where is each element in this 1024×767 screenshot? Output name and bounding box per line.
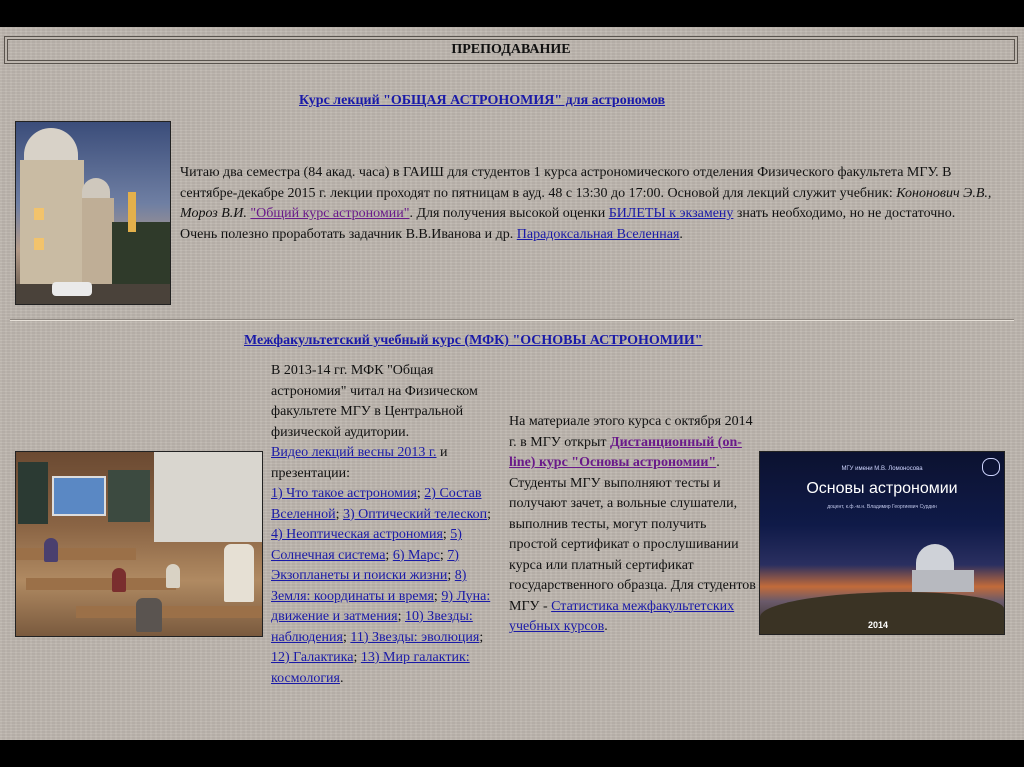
lecture-link-13[interactable]: 13) Мир галактик: космология [271,650,470,686]
course1-text-c: . Для получения высокой оценки [409,206,609,221]
lecture-sep: ; [479,629,484,645]
lecture-sep: ; [342,629,351,645]
lecture-hall-photo [15,451,263,637]
lecture-link-1[interactable]: 1) Что такое астрономия [271,486,417,501]
lecture-link-7[interactable]: 7) Экзопланеты и поиски жизни [271,547,459,583]
observatory-photo [15,121,171,305]
course2-online-column [509,412,757,638]
lecture-link-10[interactable]: 10) Звезды: наблюдения [271,609,473,645]
lecture-link-8[interactable]: 8) Земля: координаты и время [271,568,467,604]
lecture-sep: ; [447,568,455,583]
textbook-authors: Кононович Э.В., Мороз В.И. [180,185,992,221]
online-intro-text: На материале этого курса с октября 2014 г. в МГУ открыт [509,414,753,450]
lecture-sep: ; [442,527,451,542]
exam-tickets-link[interactable]: БИЛЕТЫ к экзамену [608,206,734,221]
presentations-text: и презентации: [271,445,448,481]
lecture-sep: ; [335,506,344,522]
textbook-link[interactable]: "Общий курс астрономии" [250,206,410,221]
lecture-sep: ; [416,486,425,501]
course1-title-link[interactable]: Курс лекций "ОБЩАЯ АСТРОНОМИЯ" для астрономов [299,93,666,108]
lecture-link-2[interactable]: 2) Состав Вселенной [271,486,482,522]
online-end-text: . [604,619,608,634]
section-divider [10,319,1014,321]
lecture-link-12[interactable]: 12) Галактика [271,650,354,665]
lecture-sep: . [340,670,344,686]
paradox-universe-link[interactable]: Парадоксальная Вселенная [516,226,680,242]
card-title: Основы астрономии [806,480,958,497]
online-course-link[interactable]: Дистанционный (on-line) курс "Основы астрономии" [509,434,742,470]
lecture-link-11[interactable]: 11) Звезды: эволюция [350,629,480,645]
course2-title-link[interactable]: Межфакультетский учебный курс (МФК) "ОСНОВЫ АСТРОНОМИИ" [244,333,703,348]
lecture-sep: ; [433,588,442,604]
course2-lectures-column [271,361,505,689]
lecture-sep: ; [385,547,393,563]
course1-text-a: Читаю два семестра (84 акад. часа) в ГАИШ для студентов 1 курса астрономического отделения Физического факультета МГУ. В сентябре-декабре 2015 г. лекции проходят по пятницам в ауд. 48 с 13:30 до 17:00. Основой для лекций служит учебник: [180,165,952,201]
lecture-link-9[interactable]: 9) Луна: движение и затмения [271,588,491,624]
section-heading [4,36,1018,64]
course1-text-d: знать необходимо, но не достаточно. Очень полезно проработать задачник В.В.Иванова и др. [180,206,956,242]
video-lectures-link[interactable]: Видео лекций весны 2013 г. [271,445,437,460]
course1-description [180,163,992,245]
course-statistics-link[interactable]: Статистика межфакультетских учебных курсов [509,598,735,634]
course-card-image[interactable] [759,451,1005,635]
course1-text-e: . [679,226,683,242]
section-heading-text: ПРЕПОДАВАНИЕ [451,42,571,57]
lecture-sep: ; [397,609,406,624]
card-org: МГУ имени М.В. Ломоносова [841,466,923,472]
lecture-link-5[interactable]: 5) Солнечная система [271,527,462,563]
card-lecturer: доцент, к.ф.-м.н. Владимир Георгиевич Сурдин [827,504,937,510]
lecture-sep: ; [439,547,448,563]
online-details-text: . Студенты МГУ выполняют тесты и получают зачет, а вольные слушатели, выполнив тесты, могут получить простой сертификат о прослушивании курса или платный сертификат государственного образца. Для студентов МГУ - [509,455,756,614]
lecture-sep: ; [353,650,361,665]
lecture-link-3[interactable]: 3) Оптический телескоп [343,506,488,522]
course2-intro-text: В 2013-14 гг. МФК "Общая астрономия" читал на Физическом факультете МГУ в Центральной физической аудитории. [271,363,478,440]
lecture-sep: ; [487,506,492,522]
card-year: 2014 [868,620,889,630]
lecture-list [271,486,491,686]
lecture-link-4[interactable]: 4) Неоптическая астрономия [271,527,443,542]
page-content [0,27,1024,740]
lecture-link-6[interactable]: 6) Марс [392,547,440,563]
